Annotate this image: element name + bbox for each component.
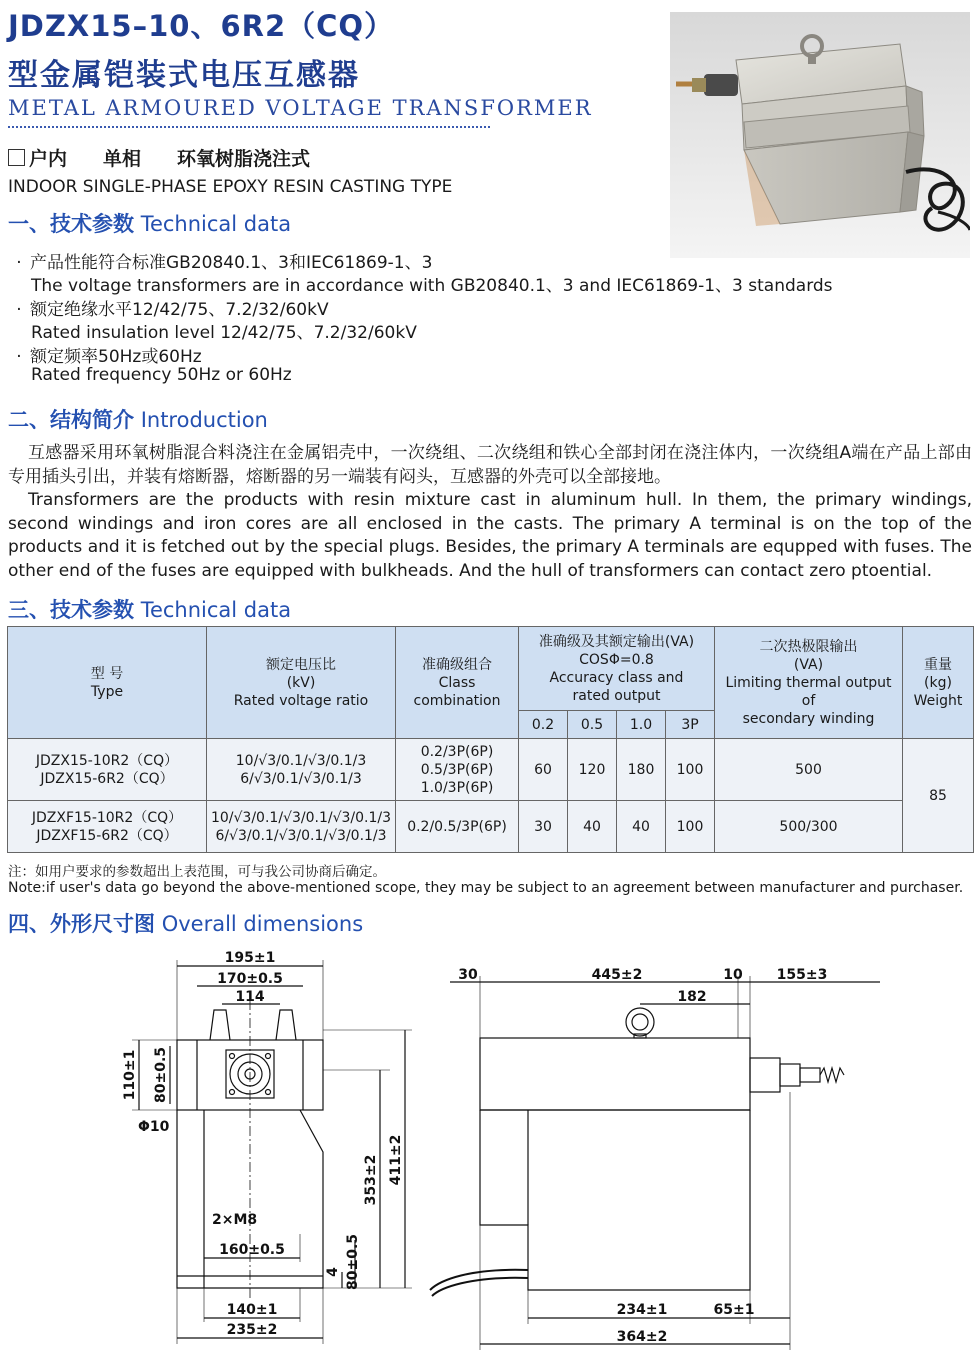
header-acc-3p: 3P — [666, 711, 715, 739]
dim-front-114: 114 — [235, 989, 265, 1005]
product-title-cn: 型金属铠装式电压互感器 — [8, 58, 360, 93]
type-single-phase: 单相 — [103, 148, 142, 170]
section1-title-cn: 一、技术参数 — [8, 212, 134, 236]
dim-front-110: 110±1 — [122, 1049, 138, 1101]
bullet-frequency-cn: 额定频率50Hz或60Hz — [30, 347, 202, 367]
bullet-standards-cn: 产品性能符合标准GB20840.1、3和IEC61869-1、3 — [30, 253, 433, 273]
section1-title — [8, 208, 291, 238]
dim-side-10: 10 — [723, 967, 743, 983]
cell-ratio: 10/√3/0.1/√3/0.1/3 6/√3/0.1/√3/0.1/3 — [207, 739, 396, 801]
section3-title — [8, 594, 291, 624]
dim-side-364: 364±2 — [616, 1329, 668, 1345]
section4-title-cn: 四、外形尺寸图 — [8, 912, 155, 936]
cell-weight: 85 — [903, 739, 974, 853]
section2-title-cn: 二、结构简介 — [8, 408, 134, 432]
dim-front-140: 140±1 — [226, 1302, 278, 1318]
dim-front-80: 80±0.5 — [153, 1046, 169, 1104]
cell-class: 0.2/3P(6P) 0.5/3P(6P) 1.0/3P(6P) — [396, 739, 519, 801]
header-accuracy: 准确级及其额定输出(VA) COSΦ=0.8 Accuracy class and rated output — [519, 627, 715, 711]
intro-paragraph-en: Transformers are the products with resin mixture cast in aluminum hull. In them, the primary windings, second windings and iron cores are all enclosed in the casts. The primary A terminal is on the top of the products and it is fetched out by the special plugs. Besides, the primary A terminals are equpped with fuses. The other end of the fuses are equipped with bulkheads. And the hull of transformers can contact zero ptoential. — [8, 490, 972, 581]
spec-table — [7, 626, 974, 853]
section4-title — [8, 908, 363, 938]
cell-class: 0.2/0.5/3P(6P) — [396, 801, 519, 853]
section2-title — [8, 404, 268, 434]
bullet-insulation: · 额定绝缘水平12/42/75、7.2/32/60kV — [16, 300, 329, 320]
dim-front-160: 160±0.5 — [219, 1242, 285, 1258]
bullet-frequency: · 额定频率50Hz或60Hz — [16, 347, 202, 367]
cell-output: 120 — [568, 739, 617, 801]
section3-title-en: Technical data — [140, 598, 292, 622]
header-acc-1-0: 1.0 — [617, 711, 666, 739]
cell-type: JDZX15-10R2（CQ） JDZX15-6R2（CQ） — [8, 739, 207, 801]
header-type: 型 号 Type — [8, 627, 207, 739]
title-divider — [8, 126, 490, 128]
header-ratio: 额定电压比 (kV) Rated voltage ratio — [207, 627, 396, 739]
dim-front-195: 195±1 — [224, 950, 276, 966]
product-title-en: METAL ARMOURED VOLTAGE TRANSFORMER — [8, 96, 593, 120]
type-line-en: INDOOR SINGLE-PHASE EPOXY RESIN CASTING TYPE — [8, 177, 453, 197]
header-acc-0-5: 0.5 — [568, 711, 617, 739]
dim-side-445: 445±2 — [591, 967, 643, 983]
cell-ratio: 10/√3/0.1/√3/0.1/√3/0.1/3 6/√3/0.1/√3/0.1/√3/0.1/3 — [207, 801, 396, 853]
cell-output: 100 — [666, 801, 715, 853]
header-weight: 重量 (kg) Weight — [903, 627, 974, 739]
intro-paragraph-cn: 互感器采用环氧树脂混合料浇注在金属铝壳中，一次绕组、二次绕组和铁心全部封闭在浇注体内，一次绕组A端在产品上部由专用插头引出，并装有熔断器，熔断器的另一端装有闷头，互感器的外壳可以全部接地。 — [8, 443, 972, 487]
cell-thermal: 500/300 — [715, 801, 903, 853]
type-line-cn — [8, 144, 310, 171]
product-model-title: JDZX15–10、6R2（CQ） — [8, 9, 395, 43]
transformer-illustration — [670, 12, 970, 258]
dimension-drawing — [0, 940, 980, 1352]
note-en: Note:if user's data go beyond the above-mentioned scope, they may be subject to an agreement between manufacturer and purchaser. — [8, 880, 964, 896]
header-thermal: 二次热极限输出 (VA) Limiting thermal output of secondary winding — [715, 627, 903, 739]
bullet-standards-en: The voltage transformers are in accordance with GB20840.1、3 and IEC61869-1、3 standards — [31, 276, 833, 296]
section3-title-cn: 三、技术参数 — [8, 598, 134, 622]
cell-type: JDZXF15-10R2（CQ） JDZXF15-6R2（CQ） — [8, 801, 207, 853]
bullet-insulation-cn: 额定绝缘水平12/42/75、7.2/32/60kV — [30, 300, 329, 320]
dim-front-m8: 2×M8 — [212, 1212, 258, 1228]
cell-output: 60 — [519, 739, 568, 801]
cell-output: 30 — [519, 801, 568, 853]
type-epoxy: 环氧树脂浇注式 — [177, 148, 311, 170]
dim-front-235: 235±2 — [226, 1322, 278, 1338]
dim-side-182: 182 — [677, 989, 707, 1005]
dim-side-65: 65±1 — [713, 1302, 755, 1318]
dim-side-234: 234±1 — [616, 1302, 668, 1318]
type-indoor: 户内 — [29, 148, 68, 170]
product-photo — [670, 12, 970, 258]
cell-output: 100 — [666, 739, 715, 801]
bullet-insulation-en: Rated insulation level 12/42/75、7.2/32/60kV — [31, 323, 417, 343]
dim-front-411: 411±2 — [388, 1134, 404, 1186]
cell-output: 180 — [617, 739, 666, 801]
dim-front-phi10: Φ10 — [138, 1119, 170, 1135]
dim-front-80b: 80±0.5 — [345, 1233, 361, 1291]
dim-side-30: 30 — [458, 967, 478, 983]
section4-title-en: Overall dimensions — [161, 912, 364, 936]
dim-front-170: 170±0.5 — [217, 971, 283, 987]
cell-thermal: 500 — [715, 739, 903, 801]
bullet-frequency-en: Rated frequency 50Hz or 60Hz — [31, 365, 292, 385]
dim-front-353: 353±2 — [363, 1154, 379, 1206]
dim-front-4: 4 — [325, 1267, 341, 1277]
section2-title-en: Introduction — [140, 408, 268, 432]
table-row — [8, 801, 974, 853]
header-class: 准确级组合 Class combination — [396, 627, 519, 739]
checkbox-icon — [8, 149, 25, 166]
section1-title-en: Technical data — [140, 212, 292, 236]
note-cn: 注：如用户要求的参数超出上表范围，可与我公司协商后确定。 — [8, 864, 386, 880]
bullet-standards: · 产品性能符合标准GB20840.1、3和IEC61869-1、3 — [16, 253, 433, 273]
table-row — [8, 739, 974, 801]
cell-output: 40 — [617, 801, 666, 853]
header-acc-0-2: 0.2 — [519, 711, 568, 739]
cell-output: 40 — [568, 801, 617, 853]
dim-side-155: 155±3 — [776, 967, 828, 983]
